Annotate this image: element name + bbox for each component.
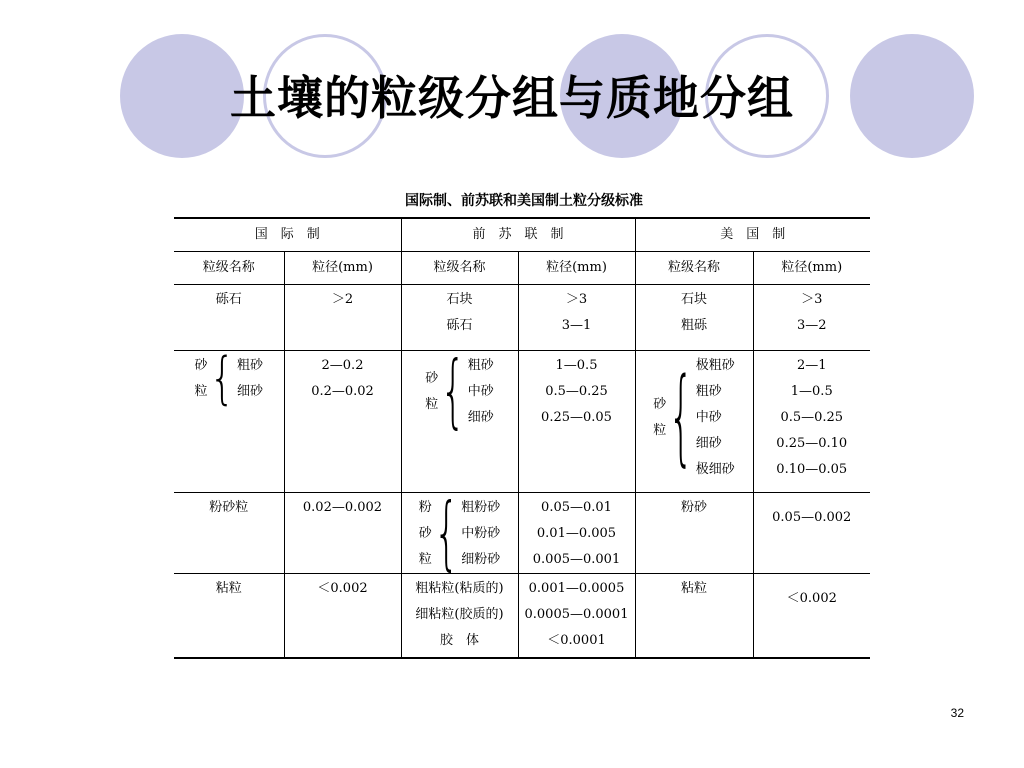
cell-text: 砾石 — [446, 318, 473, 333]
cell-text: ＜0.0001 — [547, 633, 606, 648]
cell-text: 粗砾 — [680, 318, 707, 333]
group-label: 粒 — [418, 552, 432, 567]
group-label: 粒 — [653, 423, 667, 438]
cell-text: 极粗砂 — [695, 358, 735, 373]
cell-text: 0.0005—0.0001 — [524, 607, 629, 622]
subheader-name: 粒级名称 — [401, 252, 518, 285]
cell-text: 细砂 — [695, 436, 722, 451]
group-label: 砂 — [653, 397, 667, 412]
cell-text: 0.5—0.25 — [780, 410, 844, 425]
cell-text: 0.05—0.002 — [772, 510, 852, 525]
brace-icon: { — [668, 358, 694, 478]
subheader-name: 粒级名称 — [635, 252, 753, 285]
cell-text: 胶 体 — [439, 633, 479, 648]
cell-text: 石块 — [446, 292, 473, 307]
group-label: 粉 — [418, 500, 432, 515]
cell-text: 极细砂 — [695, 462, 735, 477]
cell-text: ＜0.002 — [317, 581, 368, 596]
cell-text: 0.25—0.10 — [776, 436, 848, 451]
slide-title: 土壤的粒级分组与质地分组 — [230, 71, 794, 125]
subheader-size: 粒径(mm) — [284, 252, 401, 285]
cell-text: ＞3 — [801, 292, 823, 307]
cell-text: 细砂 — [467, 410, 494, 425]
cell-text: 3—1 — [561, 318, 592, 333]
subheader-size: 粒径(mm) — [753, 252, 870, 285]
cell-text: 0.5—0.25 — [545, 384, 608, 399]
cell-text: 0.01—0.005 — [536, 526, 617, 541]
cell-text: 0.05—0.01 — [541, 500, 612, 515]
cell-text: 粗砂 — [467, 358, 494, 373]
cell-text: 粗砂 — [236, 358, 263, 373]
system-header-row — [174, 218, 870, 252]
cell-text: 0.001—0.0005 — [528, 581, 625, 596]
brace-icon: { — [209, 346, 235, 412]
cell-text: 粘粒 — [680, 581, 707, 596]
cell-text: 0.25—0.05 — [541, 410, 612, 425]
subheader-name: 粒级名称 — [174, 252, 284, 285]
cell-text: 粘粒 — [215, 581, 242, 596]
cell-text: 0.2—0.02 — [311, 384, 374, 399]
cell-text: ＞2 — [331, 292, 354, 307]
header-usa: 美 国 制 — [635, 218, 870, 252]
cell-text: 细粉砂 — [461, 552, 501, 567]
cell-text: 粗砂 — [695, 384, 722, 399]
cell-text: 1—0.5 — [555, 358, 598, 373]
cell-text: 细粘粒(胶质的) — [415, 607, 504, 622]
cell-text: ＜0.002 — [786, 591, 837, 606]
cell-text: 2—1 — [796, 358, 827, 373]
cell-text: 1—0.5 — [790, 384, 833, 399]
soil-classification-table — [174, 217, 870, 659]
cell-text: 0.02—0.002 — [302, 500, 383, 515]
cell-text: 中砂 — [695, 410, 722, 425]
group-label: 砂 — [425, 371, 439, 386]
table-caption: 国际制、前苏联和美国制土粒分级标准 — [405, 193, 643, 209]
table-row-clay — [174, 574, 870, 658]
cell-text: 砾石 — [215, 292, 242, 307]
group-label: 砂 — [418, 526, 432, 541]
cell-text: 3—2 — [796, 318, 827, 333]
cell-text: 细砂 — [236, 384, 263, 399]
cell-text: 0.005—0.001 — [532, 552, 621, 567]
brace-icon: { — [440, 346, 466, 438]
cell-text: 中粉砂 — [461, 526, 501, 541]
cell-text: 粗粘粒(粘质的) — [415, 581, 504, 596]
group-label: 砂 — [194, 358, 208, 373]
brace-icon: { — [433, 488, 460, 580]
header-ussr: 前 苏 联 制 — [401, 218, 635, 252]
table-row-sand — [174, 351, 870, 493]
slide-number: 32 — [950, 706, 964, 720]
cell-text: 2—0.2 — [321, 358, 364, 373]
group-label: 粒 — [425, 397, 439, 412]
cell-text: 粉砂粒 — [209, 500, 249, 515]
subheader-size: 粒径(mm) — [518, 252, 635, 285]
subheader-row — [174, 252, 870, 285]
cell-text: 粉砂 — [680, 500, 707, 515]
header-international: 国 际 制 — [174, 218, 401, 252]
table-row-gravel — [174, 285, 870, 351]
group-label: 粒 — [194, 384, 208, 399]
cell-text: 石块 — [680, 292, 707, 307]
cell-text: 中砂 — [467, 384, 494, 399]
cell-text: 0.10—0.05 — [776, 462, 848, 477]
cell-text: ＞3 — [565, 292, 588, 307]
cell-text: 粗粉砂 — [461, 500, 501, 515]
table-row-silt — [174, 493, 870, 574]
